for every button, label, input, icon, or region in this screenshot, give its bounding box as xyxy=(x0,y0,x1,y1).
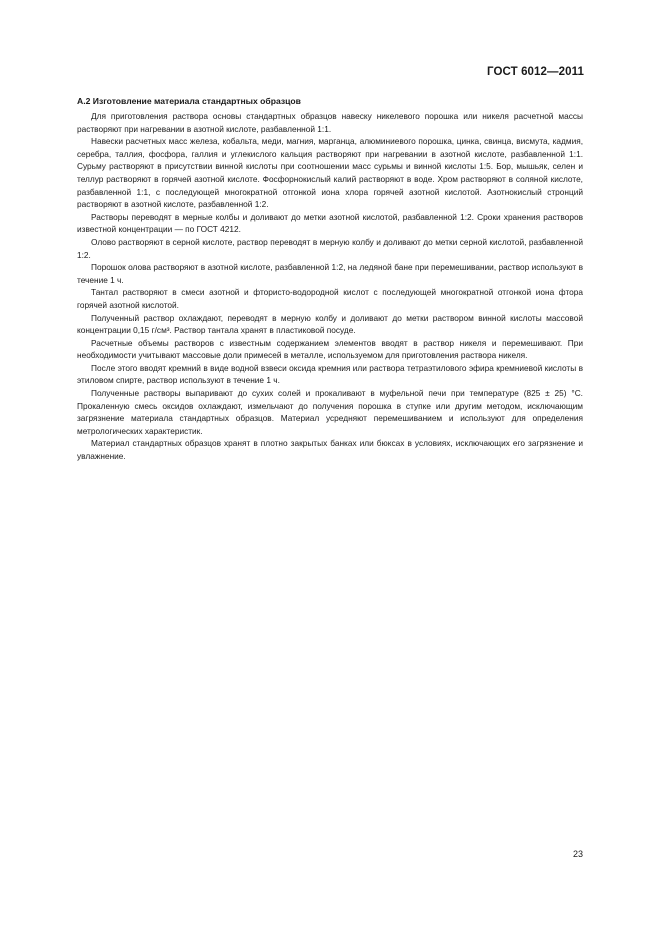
paragraph: Полученные растворы выпаривают до сухих солей и прокаливают в муфельной печи при температуре (825 ± 25) °С. Прокаленную смесь оксидов охлаждают, измельчают до получения порошка в ступке или другим методом, исключающим загрязнение материала стандартных образцов. Материал усредняют перемешиванием и используют для определения метрологических характеристик. xyxy=(77,388,583,436)
paragraph: Для приготовления раствора основы стандартных образцов навеску никелевого порошка или никеля расчетной массы растворяют при нагревании в азотной кислоте, разбавленной 1:1. xyxy=(77,111,583,134)
document-code: ГОСТ 6012—2011 xyxy=(487,66,584,78)
paragraph: Расчетные объемы растворов с известным содержанием элементов вводят в раствор никеля и перемешивают. При необходимости учитывают массовые доли примесей в металле, используемом для приготовления раствора никеля. xyxy=(77,337,583,361)
paragraph: Полученный раствор охлаждают, переводят в мерную колбу и доливают до метки раствором винной кислоты массовой концентрации 0,15 г/см³. Раствор тантала хранят в пластиковой посуде. xyxy=(77,312,583,336)
paragraph: Тантал растворяют в смеси азотной и фтористо-водородной кислот с последующей многократной отгонкой иона фтора горячей азотной кислотой. xyxy=(77,287,583,310)
page-number: 23 xyxy=(572,849,583,859)
paragraph: Навески расчетных масс железа, кобальта, меди, магния, марганца, алюминиевого порошка, цинка, свинца, висмута, кадмия, серебра, таллия, фосфора, галлия и углекислого кальция растворяют при нагревании в азотной кислоте, разбавленной 1:1. Сурьму растворяют в присутствии винной кислоты при соотношении масс сурьмы и винной кислоты 1:5. Бор, мышьяк, селен и теллур растворяют в горячей азотной кислоте. Фосфорнокислый калий растворяют в воде. Хром растворяют в соляной кислоте, разбавленной 1:1, с последующей многократной отгонкой иона хлора горячей азотной кислотой. Азотнокислый стронций растворяют в азотной кислоте, разбавленной 1:2. xyxy=(77,136,583,210)
paragraph: Порошок олова растворяют в азотной кислоте, разбавленной 1:2, на ледяной бане при перемешивании, раствор используют в течение 1 ч. xyxy=(77,262,583,285)
paragraph: После этого вводят кремний в виде водной взвеси оксида кремния или раствора тетраэтилового эфира кремниевой кислоты в этиловом спирте, раствор используют в течение 1 ч. xyxy=(77,362,583,386)
paragraph: Олово растворяют в серной кислоте, раствор переводят в мерную колбу и доливают до метки серной кислотой, разбавленной 1:2. xyxy=(77,236,583,260)
section-title: А.2 Изготовление материала стандартных образцов xyxy=(77,96,301,106)
paragraph: Растворы переводят в мерные колбы и доливают до метки азотной кислотой, разбавленной 1:2. Сроки хранения растворов известной концентрации — по ГОСТ 4212. xyxy=(77,211,583,235)
section-content xyxy=(77,95,583,463)
paragraph: Материал стандартных образцов хранят в плотно закрытых банках или бюксах в условиях, исключающих его загрязнение и увлажнение. xyxy=(77,438,583,462)
